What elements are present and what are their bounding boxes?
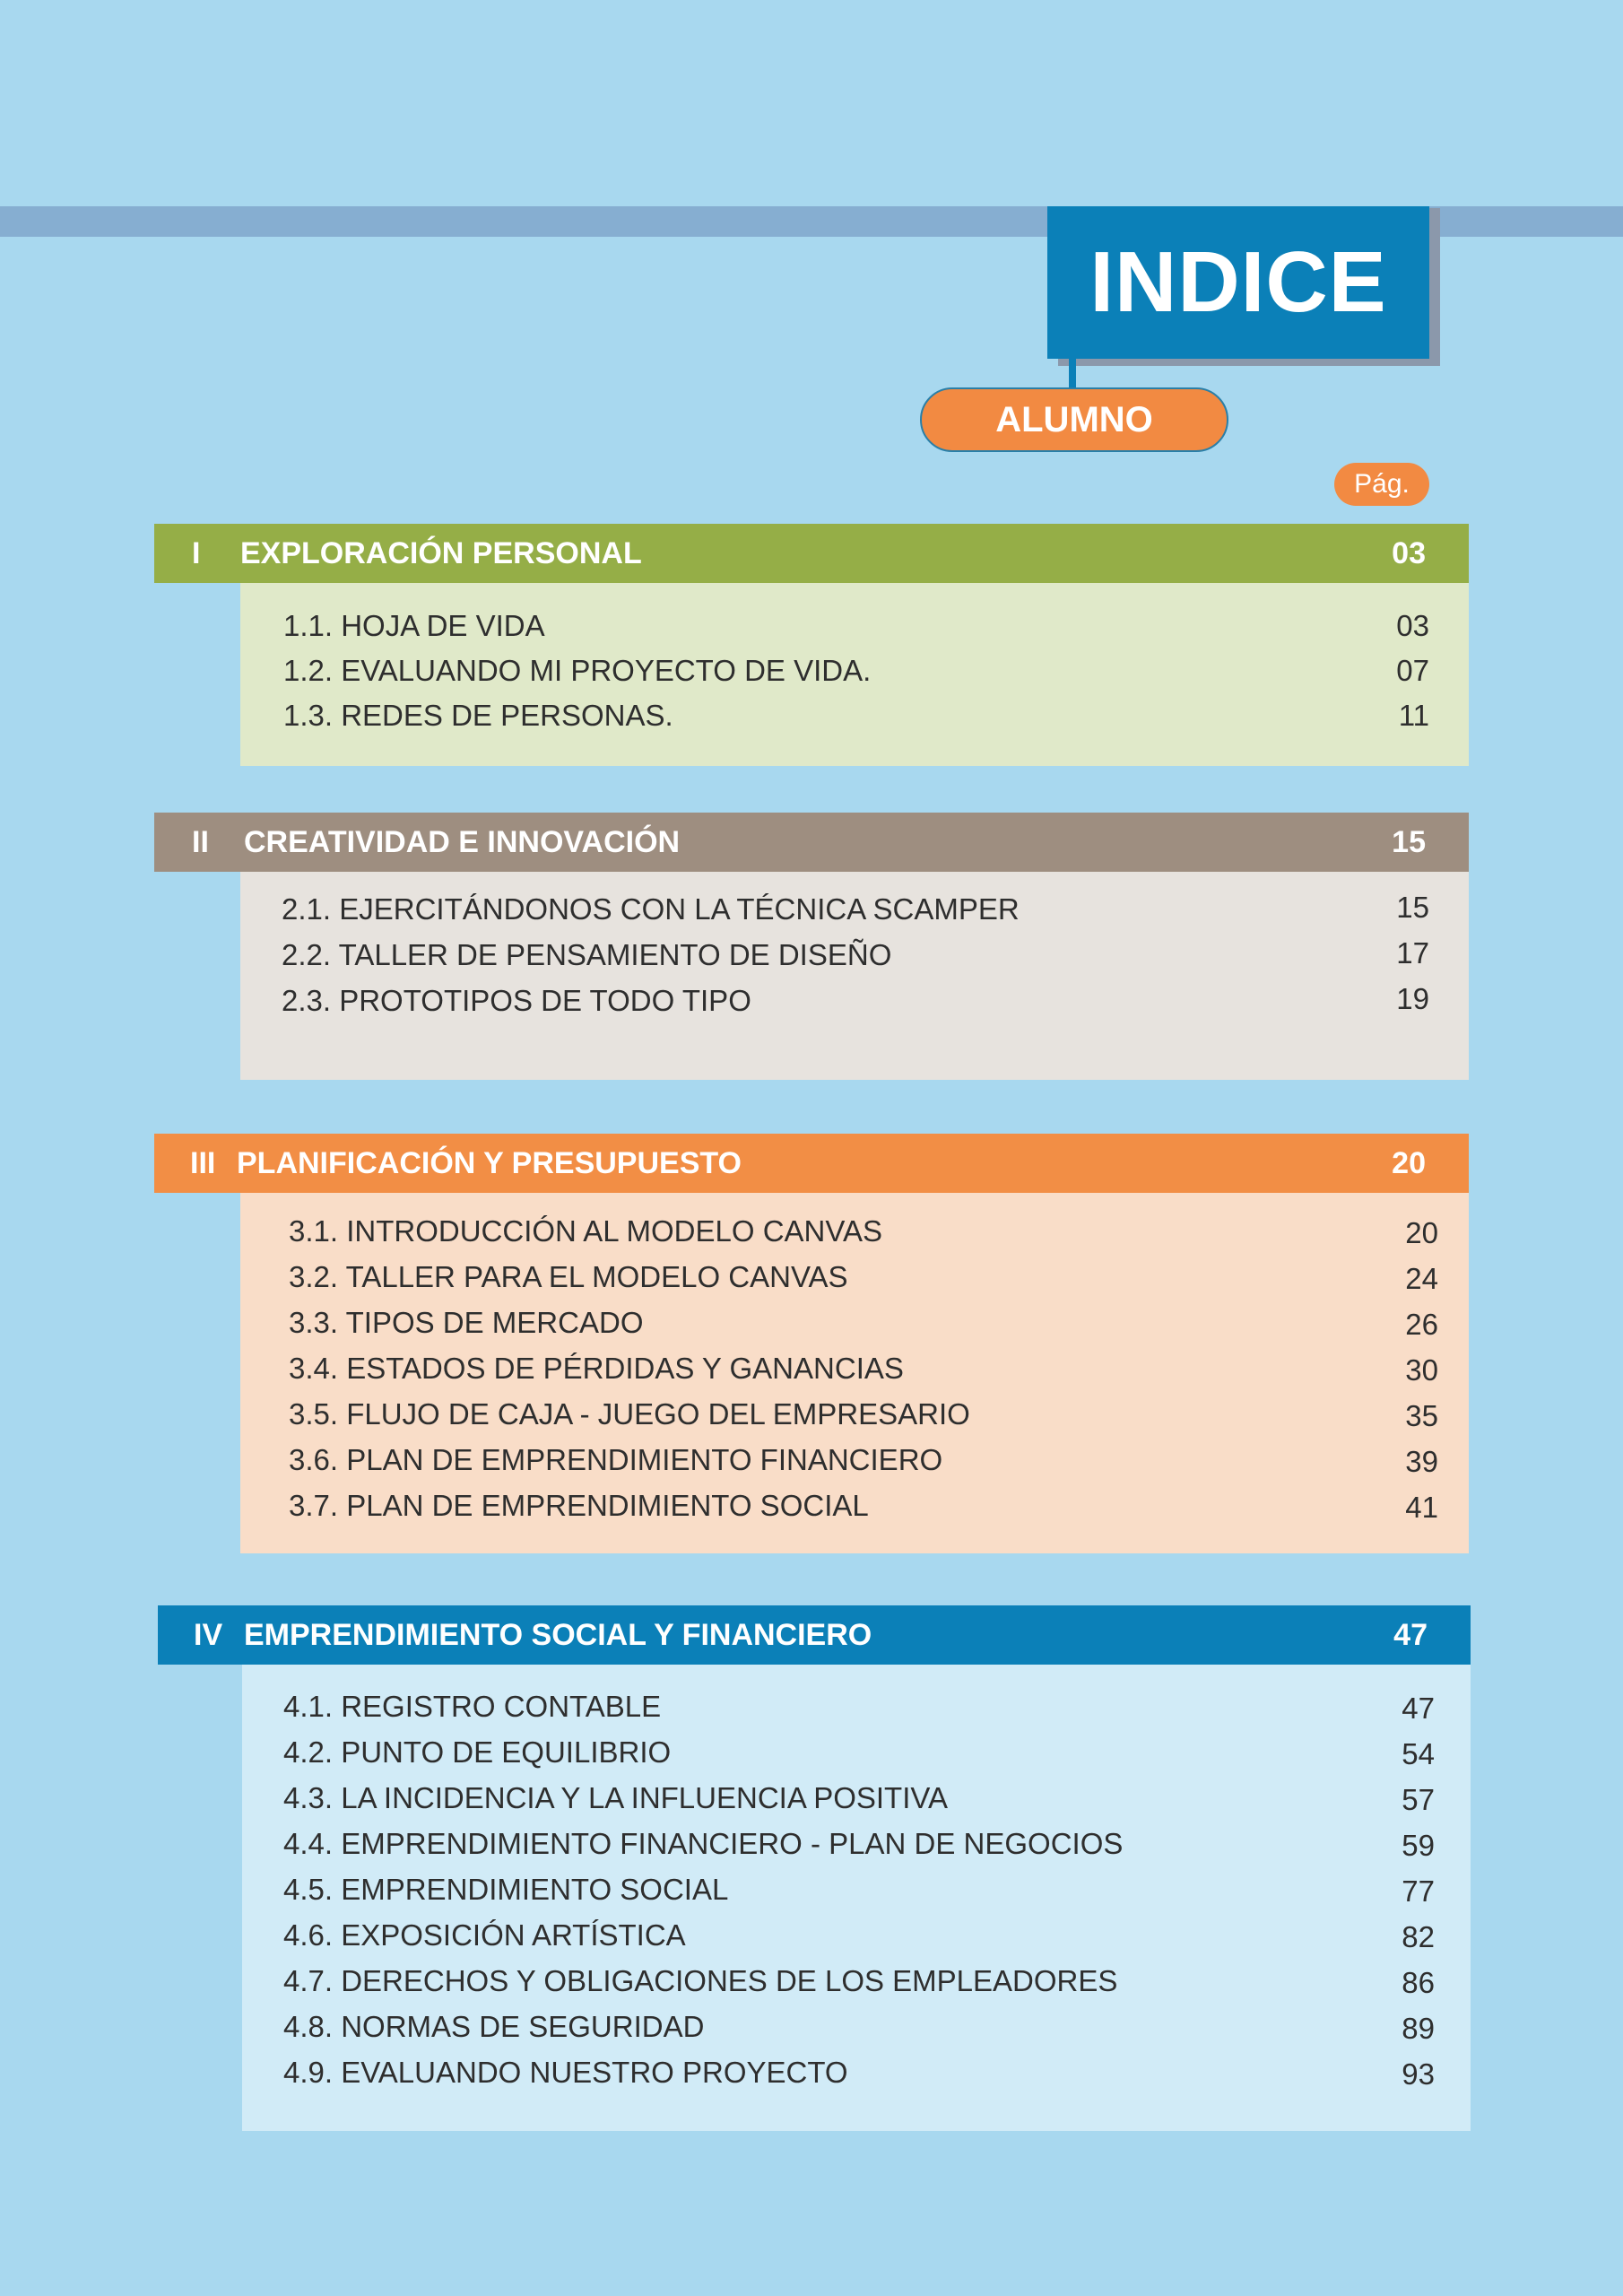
section-page: 03 [1392, 535, 1426, 570]
toc-entry[interactable]: 4.7. DERECHOS Y OBLIGACIONES DE LOS EMPLEADORES [283, 1964, 1118, 1997]
section-page: 15 [1392, 824, 1426, 859]
toc-entry[interactable]: 3.5. FLUJO DE CAJA - JUEGO DEL EMPRESARIO [289, 1397, 970, 1431]
toc-entry-page: 26 [1405, 1308, 1438, 1341]
toc-entry-page: 89 [1402, 2012, 1435, 2045]
page-column-label: Pág. [1334, 463, 1429, 506]
toc-entry[interactable]: 3.3. TIPOS DE MERCADO [289, 1306, 644, 1339]
toc-entry[interactable]: 4.6. EXPOSICIÓN ARTÍSTICA [283, 1918, 686, 1952]
toc-entry[interactable]: 1.3. REDES DE PERSONAS. [283, 699, 673, 732]
toc-entry[interactable]: 3.6. PLAN DE EMPRENDIMIENTO FINANCIERO [289, 1443, 943, 1476]
section-header-creatividad[interactable] [154, 813, 1469, 872]
section-page: 20 [1392, 1145, 1426, 1180]
section-title: CREATIVIDAD E INNOVACIÓN [244, 824, 681, 859]
toc-entry-page: 47 [1402, 1692, 1435, 1725]
section-body-creatividad [240, 872, 1469, 1080]
page-title: INDICE [1047, 206, 1429, 359]
toc-entry[interactable]: 4.2. PUNTO DE EQUILIBRIO [283, 1735, 672, 1769]
toc-entry-page: 82 [1402, 1920, 1435, 1953]
toc-entry-page: 59 [1402, 1829, 1435, 1862]
toc-entry-page: 20 [1405, 1216, 1438, 1249]
section-title: EXPLORACIÓN PERSONAL [240, 535, 642, 570]
toc-entry-page: 41 [1405, 1491, 1438, 1524]
toc-entry-page: 11 [1398, 699, 1429, 732]
section-body-exploracion [240, 583, 1469, 766]
toc-entry[interactable]: 4.4. EMPRENDIMIENTO FINANCIERO - PLAN DE NEGOCIOS [283, 1827, 1124, 1860]
section-header-emprendimiento[interactable] [158, 1605, 1471, 1665]
section-body-emprendimiento [242, 1665, 1471, 2131]
section-body-planificacion [240, 1193, 1469, 1553]
toc-entry[interactable]: 4.3. LA INCIDENCIA Y LA INFLUENCIA POSITIVA [283, 1781, 948, 1814]
toc-entry[interactable]: 3.7. PLAN DE EMPRENDIMIENTO SOCIAL [289, 1489, 869, 1522]
toc-entry-page: 35 [1405, 1399, 1438, 1432]
toc-entry-page: 30 [1405, 1353, 1438, 1387]
toc-entry[interactable]: 2.2. TALLER DE PENSAMIENTO DE DISEÑO [282, 938, 892, 971]
section-header-planificacion[interactable] [154, 1134, 1469, 1193]
section-header-exploracion[interactable] [154, 524, 1469, 583]
section-number: I [192, 535, 201, 570]
toc-entry-page: 77 [1402, 1874, 1435, 1908]
title-connector [1069, 359, 1076, 389]
toc-entry-page: 24 [1405, 1262, 1438, 1295]
section-title: PLANIFICACIÓN Y PRESUPUESTO [237, 1145, 742, 1180]
section-number: II [192, 824, 209, 859]
section-number: III [190, 1145, 216, 1180]
section-page: 47 [1393, 1617, 1428, 1652]
toc-entry-page: 15 [1396, 891, 1429, 924]
toc-entry-page: 17 [1396, 936, 1429, 970]
toc-entry-page: 03 [1396, 609, 1429, 642]
section-title: EMPRENDIMIENTO SOCIAL Y FINANCIERO [244, 1617, 872, 1652]
toc-entry[interactable]: 2.3. PROTOTIPOS DE TODO TIPO [282, 984, 751, 1017]
subtitle-badge: ALUMNO [920, 387, 1228, 452]
toc-entry[interactable]: 4.8. NORMAS DE SEGURIDAD [283, 2010, 705, 2043]
toc-entry[interactable]: 4.9. EVALUANDO NUESTRO PROYECTO [283, 2056, 848, 2089]
toc-entry[interactable]: 4.5. EMPRENDIMIENTO SOCIAL [283, 1873, 729, 1906]
toc-entry-page: 19 [1396, 982, 1429, 1015]
toc-entry-page: 93 [1402, 2057, 1435, 2091]
toc-entry[interactable]: 4.1. REGISTRO CONTABLE [283, 1690, 662, 1723]
toc-entry-page: 39 [1405, 1445, 1438, 1478]
toc-entry[interactable]: 3.2. TALLER PARA EL MODELO CANVAS [289, 1260, 848, 1293]
toc-entry-page: 57 [1402, 1783, 1435, 1816]
toc-entry-page: 07 [1396, 654, 1429, 687]
toc-entry[interactable]: 3.1. INTRODUCCIÓN AL MODELO CANVAS [289, 1214, 882, 1248]
toc-entry[interactable]: 1.1. HOJA DE VIDA [283, 609, 545, 642]
toc-entry-page: 54 [1402, 1737, 1435, 1770]
toc-entry[interactable]: 3.4. ESTADOS DE PÉRDIDAS Y GANANCIAS [289, 1352, 904, 1385]
section-number: IV [194, 1617, 223, 1652]
toc-entry[interactable]: 1.2. EVALUANDO MI PROYECTO DE VIDA. [283, 654, 872, 687]
toc-entry[interactable]: 2.1. EJERCITÁNDONOS CON LA TÉCNICA SCAMPER [282, 892, 1020, 926]
toc-entry-page: 86 [1402, 1966, 1435, 1999]
